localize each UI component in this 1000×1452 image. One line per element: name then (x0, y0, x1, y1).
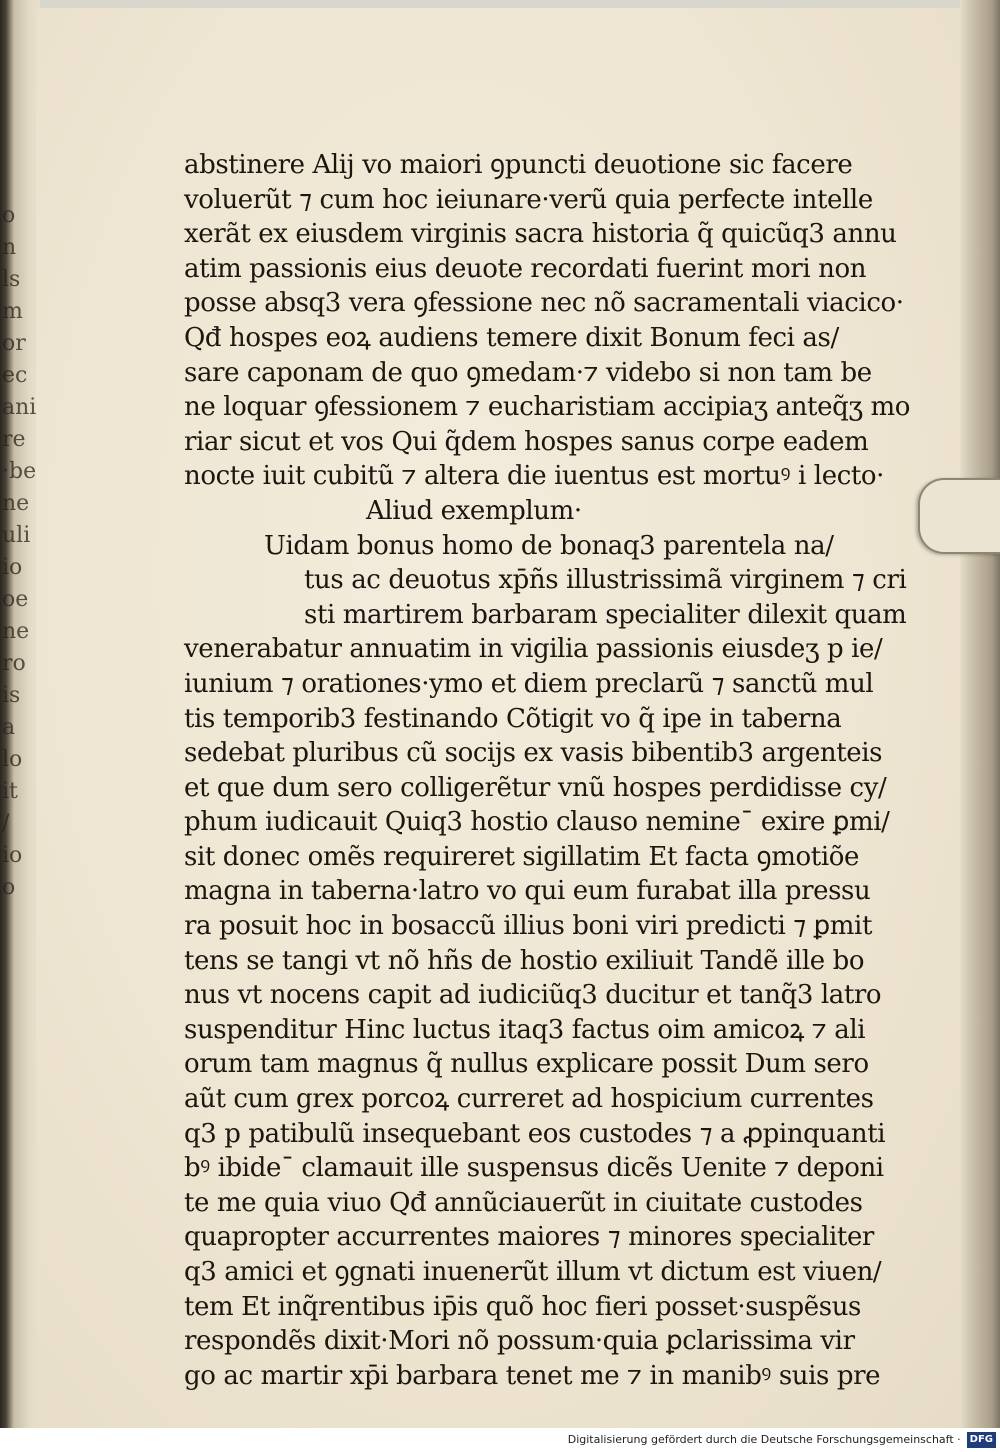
dfg-logo: DFG (967, 1432, 996, 1448)
page-edges (960, 0, 1000, 1452)
text-line: sedebat pluribus cũ socijs ex vasis bibentib3 argenteis (184, 738, 883, 769)
text-line: suspenditur Hinc luctus itaq3 factus oim amicoꝝ ⁊ ali (184, 1014, 866, 1045)
text-line: voluerũt ⁊ cum hoc ieiunare·verũ quia perfecte intelle (184, 184, 873, 215)
text-line: go ac martir xp̄i barbara tenet me ⁊ in manibꝰ suis pre (184, 1360, 881, 1391)
section-heading: Aliud exemplum· (366, 495, 582, 526)
text-line: abstinere Alij vo maiori ꝯpuncti deuotione sic facere (184, 150, 853, 180)
text-block (184, 148, 910, 1393)
text-line: tis temporib3 festinando Cõtigit vo q̃ ipe in taberna (184, 703, 842, 734)
text-line: phum iudicauit Quiq3 hostio clauso nemineˉ exire ꝑmi/ (184, 807, 890, 838)
text-line: q3 amici et ꝯgnati inuenerũt illum vt dictum est viuen/ (184, 1257, 882, 1287)
footer-credit: Digitalisierung gefördert durch die Deutsche Forschungsgemeinschaft · (567, 1433, 961, 1446)
text-line: Qđ hospes eoꝝ audiens temere dixit Bonum feci as/ (184, 322, 839, 353)
book-page (36, 8, 973, 1429)
text-line: ne loquar ꝯfessionem ⁊ eucharistiam accipiaʒ anteq̃ʒ mo (184, 392, 910, 423)
text-line: aũt cum grex porcoꝝ curreret ad hospicium currentes (184, 1084, 874, 1115)
text-line: te me quia viuo Qđ annũciauerũt in ciuitate custodes (184, 1187, 863, 1218)
text-line: sti martirem barbaram specialiter dilexit quam (304, 599, 907, 630)
text-line: et que dum sero colligerẽtur vnũ hospes perdidisse cy/ (184, 772, 887, 803)
text-line: atim passionis eius deuote recordati fuerint mori non (184, 253, 867, 284)
text-line: nus vt nocens capit ad iudiciũq3 ducitur et tanq̃3 latro (184, 980, 882, 1011)
text-line: sit donec omẽs requireret sigillatim Et facta ꝯmotiõe (184, 841, 859, 872)
bookmark-tab (918, 478, 1000, 554)
text-line: riar sicut et vos Qui q̃dem hospes sanus corpe eadem (184, 426, 869, 457)
text-line: magna in taberna·latro vo qui eum furabat illa pressu (184, 876, 871, 907)
text-line: quapropter accurrentes maiores ⁊ minores specialiter (184, 1222, 874, 1253)
text-line: tus ac deuotus xp̄ñs illustrissimã virginem ⁊ cri (304, 565, 907, 596)
text-line: venerabatur annuatim in vigilia passionis eiusdeʒ p ie/ (184, 634, 883, 665)
text-line: nocte iuit cubitũ ⁊ altera die iuentus est mortuꝰ i lecto· (184, 461, 885, 492)
text-line: sare caponam de quo ꝯmedam·⁊ videbo si non tam be (184, 357, 872, 388)
text-line: respondẽs dixit·Mori nõ possum·quia ꝑclarissima vir (184, 1326, 855, 1357)
text-line: posse absq3 vera ꝯfessione nec nõ sacramentali viacico· (184, 288, 904, 319)
text-line: iunium ⁊ orationes·ymo et diem preclarũ ⁊ sanctũ mul (184, 668, 874, 699)
text-line: xerãt ex eiusdem virginis sacra historia q̃ quicũq3 annu (184, 219, 897, 250)
text-line: q3 p patibulũ insequebant eos custodes ⁊ a ꝓpinquanti (184, 1118, 886, 1149)
text-line: orum tam magnus q̃ nullus explicare possit Dum sero (184, 1049, 869, 1080)
facing-page-fragments: o n ls m or ec ani re ·be ne uli io oe ne ro is a lo it / io o (2, 203, 37, 900)
footer-bar (0, 1428, 1000, 1452)
text-line: bꝰ ibideˉ clamauit ille suspensus dicẽs Uenite ⁊ deponi (184, 1153, 884, 1184)
text-line: ra posuit hoc in bosaccũ illius boni viri predicti ⁊ ꝑmit (184, 911, 872, 942)
text-line: tens se tangi vt nõ hñs de hostio exiliuit Tandẽ ille bo (184, 945, 865, 976)
text-line: Uidam bonus homo de bonaq3 parentela na/ (264, 530, 834, 561)
text-line: tem Et inq̃rentibus ip̄is quõ hoc fieri posset·suspẽsus (184, 1291, 861, 1322)
